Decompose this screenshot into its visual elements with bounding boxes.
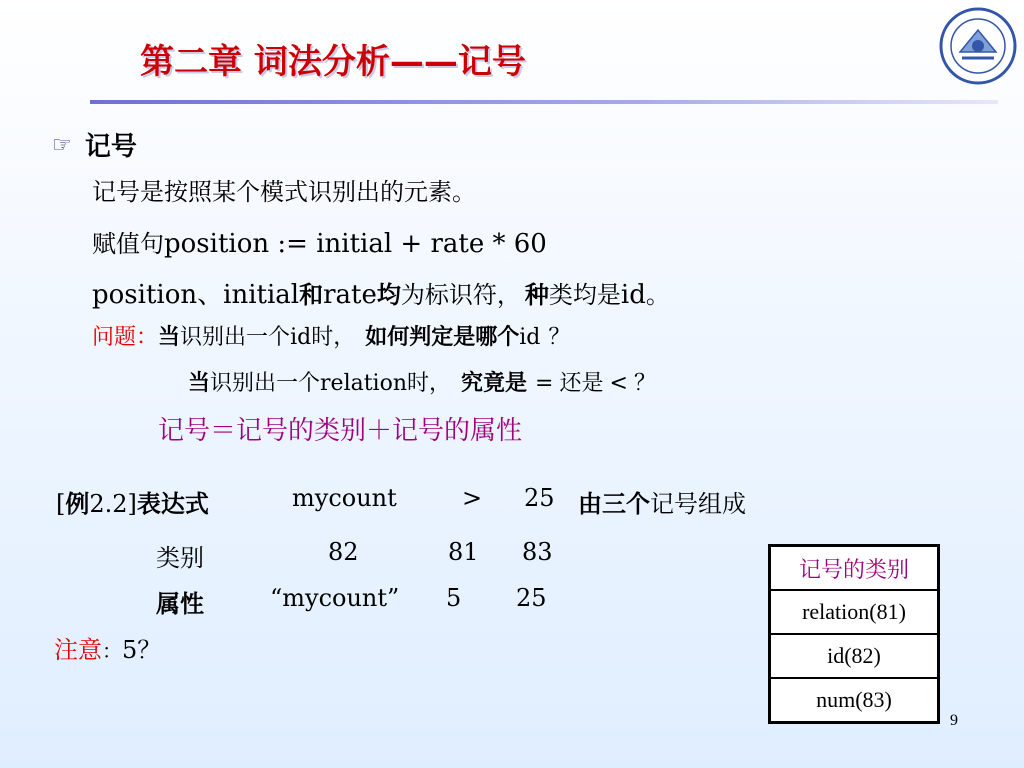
- category-label: 类别: [156, 544, 204, 572]
- example-label: 表达式: [136, 490, 209, 518]
- q2-question-mark: ？: [633, 371, 656, 396]
- token-id: id: [620, 280, 646, 310]
- note-value: 5: [122, 636, 138, 664]
- bullet-line-1: 记号是按照某个模式识别出的元素。: [92, 178, 476, 206]
- title-underline: [90, 100, 998, 104]
- example-word: 例: [65, 490, 90, 518]
- token-mycount: mycount: [292, 484, 397, 512]
- token-25: 25: [524, 484, 555, 512]
- word-all: 均: [376, 281, 401, 309]
- attribute-value: “mycount”: [270, 584, 400, 612]
- period: 。: [645, 281, 670, 309]
- word-all-are: 类均是: [548, 281, 621, 309]
- token-greater: >: [462, 484, 483, 512]
- token-formula: 记号＝记号的类别＋记号的属性: [158, 416, 523, 446]
- university-seal-icon: [938, 6, 1018, 86]
- example-number: 2.2]: [89, 490, 137, 518]
- q1-identify: 识别出一个: [180, 325, 291, 350]
- page-number: 9: [950, 712, 958, 729]
- example-three: 由三个: [578, 490, 650, 518]
- q1-when: 当: [158, 325, 181, 350]
- attribute-value: 5: [446, 584, 462, 612]
- question-label: 问题: [92, 325, 137, 350]
- bullet-line-3: [92, 274, 670, 311]
- q1-question-mark: ？: [548, 325, 571, 350]
- token-category-table: [768, 544, 940, 724]
- enum-comma: 、: [197, 280, 224, 310]
- q1-time: 时，: [311, 325, 356, 350]
- word-kind: 种: [524, 281, 549, 309]
- example-suffix: 记号组成: [650, 490, 746, 518]
- slide-title: 第二章 词法分析——记号: [140, 42, 526, 82]
- table-cell: num(83): [770, 678, 939, 723]
- attribute-row: [156, 584, 576, 616]
- table-row: [770, 634, 939, 678]
- table-header: 记号的类别: [770, 546, 939, 591]
- category-value: 83: [522, 538, 553, 566]
- q2-when: 当: [188, 371, 211, 396]
- bullet-heading: 记号: [84, 132, 137, 162]
- q1-id-2: id: [519, 325, 541, 350]
- table-row: [770, 590, 939, 634]
- q2-equals: =: [535, 371, 554, 396]
- bullet-heading-row: [52, 126, 137, 163]
- table-row: [770, 546, 939, 591]
- q2-exactly: 究竟是: [461, 371, 528, 396]
- q2-or: 还是: [559, 371, 604, 396]
- token-position: position: [92, 280, 198, 310]
- category-row: [156, 538, 576, 570]
- token-rate: rate: [323, 280, 377, 310]
- word-and: 和: [299, 281, 324, 309]
- q2-less-than: <: [609, 371, 628, 396]
- question-2: [188, 366, 656, 397]
- note-label: 注意: [54, 636, 102, 664]
- q2-time: 时，: [407, 371, 452, 396]
- question-1: [92, 320, 570, 351]
- q1-id: id: [290, 325, 312, 350]
- category-value: 82: [328, 538, 359, 566]
- q1-how: 如何判定是哪个: [365, 325, 520, 350]
- q2-relation: relation: [320, 371, 408, 396]
- bullet-line-2: [92, 224, 547, 259]
- assignment-code: position := initial + rate * 60: [164, 229, 547, 259]
- question-colon: ：: [136, 325, 159, 350]
- pointing-hand-icon: ☞: [52, 133, 72, 158]
- note-question-mark: ？: [137, 636, 162, 664]
- table-cell: id(82): [770, 634, 939, 678]
- example-bracket: [: [56, 490, 66, 518]
- attribute-value: 25: [516, 584, 547, 612]
- note-line: [54, 630, 161, 665]
- word-identifier: 为标识符，: [400, 281, 521, 309]
- table-row: [770, 678, 939, 723]
- category-value: 81: [448, 538, 479, 566]
- note-colon: ：: [102, 639, 122, 663]
- table-cell: relation(81): [770, 590, 939, 634]
- token-initial: initial: [223, 280, 300, 310]
- assignment-label: 赋值句: [92, 230, 164, 258]
- q2-identify: 识别出一个: [210, 371, 321, 396]
- example-line: [56, 484, 746, 519]
- attribute-label: 属性: [156, 590, 204, 618]
